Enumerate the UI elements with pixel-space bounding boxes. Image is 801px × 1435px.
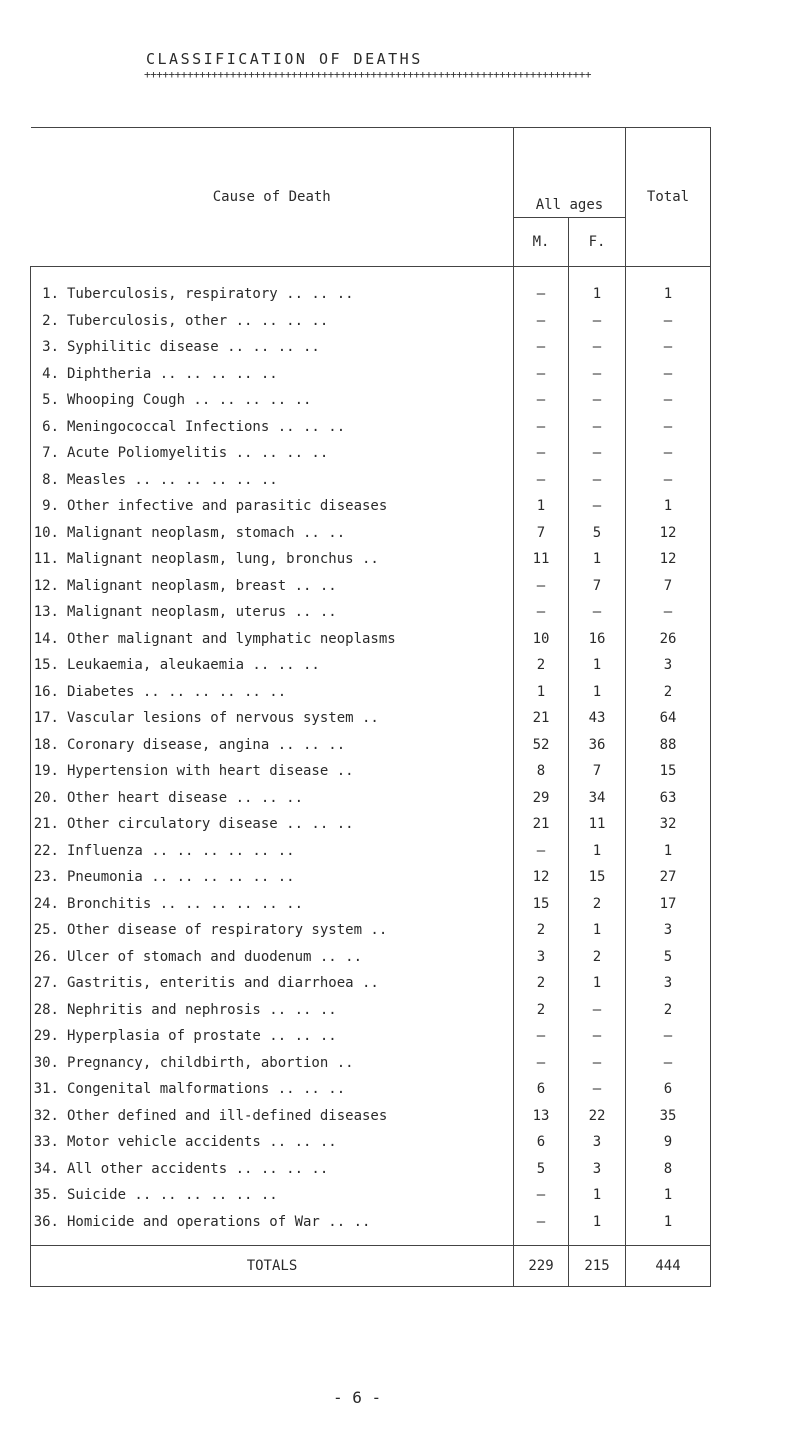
table-row bbox=[31, 997, 711, 1024]
male-count: – bbox=[514, 1023, 569, 1050]
table-row bbox=[31, 1182, 711, 1209]
total-count: 17 bbox=[626, 891, 711, 918]
table-row bbox=[31, 838, 711, 865]
male-count: 12 bbox=[514, 864, 569, 891]
cause-label: Motor vehicle accidents .. .. .. bbox=[67, 1134, 337, 1151]
row-number: 16. bbox=[33, 683, 59, 700]
female-count: 5 bbox=[569, 520, 626, 547]
female-count: 15 bbox=[569, 864, 626, 891]
row-number: 19. bbox=[33, 763, 59, 780]
cause-cell bbox=[31, 440, 514, 467]
page-number: - 6 - bbox=[333, 1388, 382, 1407]
female-count: 34 bbox=[569, 785, 626, 812]
cause-label: Pneumonia .. .. .. .. .. .. bbox=[67, 869, 295, 886]
row-number: 22. bbox=[33, 842, 59, 859]
female-count: 1 bbox=[569, 281, 626, 308]
row-number: 31. bbox=[33, 1081, 59, 1098]
total-count: – bbox=[626, 1050, 711, 1077]
female-count: 7 bbox=[569, 758, 626, 785]
male-count: 13 bbox=[514, 1103, 569, 1130]
cause-label: Hypertension with heart disease .. bbox=[67, 763, 354, 780]
table-row bbox=[31, 308, 711, 335]
male-count: 2 bbox=[514, 997, 569, 1024]
row-number: 32. bbox=[33, 1107, 59, 1124]
cause-label: Gastritis, enteritis and diarrhoea .. bbox=[67, 975, 379, 992]
cause-label: Other defined and ill-defined diseases bbox=[67, 1107, 388, 1124]
row-number: 30. bbox=[33, 1054, 59, 1071]
table-row bbox=[31, 758, 711, 785]
table-row bbox=[31, 1129, 711, 1156]
female-count: – bbox=[569, 414, 626, 441]
female-count: 22 bbox=[569, 1103, 626, 1130]
cause-cell bbox=[31, 546, 514, 573]
male-count: – bbox=[514, 1209, 569, 1236]
row-number: 7. bbox=[42, 445, 59, 462]
table-row bbox=[31, 864, 711, 891]
cause-label: Malignant neoplasm, breast .. .. bbox=[67, 577, 337, 594]
cause-label: Malignant neoplasm, uterus .. .. bbox=[67, 604, 337, 621]
table-row bbox=[31, 599, 711, 626]
row-number: 28. bbox=[33, 1001, 59, 1018]
table-row bbox=[31, 1103, 711, 1130]
female-count: 1 bbox=[569, 917, 626, 944]
total-count: 64 bbox=[626, 705, 711, 732]
row-number: 27. bbox=[33, 975, 59, 992]
row-number: 14. bbox=[33, 630, 59, 647]
female-count: – bbox=[569, 440, 626, 467]
female-count: 1 bbox=[569, 1209, 626, 1236]
cause-cell bbox=[31, 917, 514, 944]
table-row bbox=[31, 944, 711, 971]
table-row bbox=[31, 520, 711, 547]
row-number: 5. bbox=[42, 392, 59, 409]
total-count: – bbox=[626, 334, 711, 361]
cause-cell bbox=[31, 732, 514, 759]
male-count: 6 bbox=[514, 1076, 569, 1103]
male-count: – bbox=[514, 1050, 569, 1077]
cause-label: Other circulatory disease .. .. .. bbox=[67, 816, 354, 833]
table-row bbox=[31, 1023, 711, 1050]
cause-cell bbox=[31, 679, 514, 706]
total-count: 88 bbox=[626, 732, 711, 759]
row-number: 2. bbox=[42, 312, 59, 329]
table-row bbox=[31, 334, 711, 361]
cause-cell bbox=[31, 387, 514, 414]
male-count: 21 bbox=[514, 811, 569, 838]
cause-cell bbox=[31, 467, 514, 494]
cause-cell bbox=[31, 1076, 514, 1103]
female-count: 1 bbox=[569, 838, 626, 865]
cause-cell bbox=[31, 891, 514, 918]
cause-label: Diabetes .. .. .. .. .. .. bbox=[67, 683, 287, 700]
female-count: 7 bbox=[569, 573, 626, 600]
female-count: 2 bbox=[569, 891, 626, 918]
cause-label: Diphtheria .. .. .. .. .. bbox=[67, 365, 278, 382]
male-count: 21 bbox=[514, 705, 569, 732]
cause-label: Homicide and operations of War .. .. bbox=[67, 1213, 371, 1230]
cause-cell bbox=[31, 758, 514, 785]
female-count: – bbox=[569, 387, 626, 414]
male-count: – bbox=[514, 440, 569, 467]
male-count: – bbox=[514, 414, 569, 441]
table-row bbox=[31, 732, 711, 759]
male-count: – bbox=[514, 308, 569, 335]
total-count: 1 bbox=[626, 1182, 711, 1209]
row-number: 23. bbox=[33, 869, 59, 886]
male-count: 6 bbox=[514, 1129, 569, 1156]
cause-label: Hyperplasia of prostate .. .. .. bbox=[67, 1028, 337, 1045]
cause-cell bbox=[31, 520, 514, 547]
total-count: 12 bbox=[626, 520, 711, 547]
total-count: 32 bbox=[626, 811, 711, 838]
female-count: 43 bbox=[569, 705, 626, 732]
female-count: – bbox=[569, 599, 626, 626]
cause-label: Other disease of respiratory system .. bbox=[67, 922, 388, 939]
male-count: – bbox=[514, 334, 569, 361]
cause-label: Leukaemia, aleukaemia .. .. .. bbox=[67, 657, 320, 674]
female-count: – bbox=[569, 361, 626, 388]
male-count: 5 bbox=[514, 1156, 569, 1183]
cause-cell bbox=[31, 997, 514, 1024]
row-number: 11. bbox=[33, 551, 59, 568]
male-count: 2 bbox=[514, 917, 569, 944]
male-count: 8 bbox=[514, 758, 569, 785]
cause-cell bbox=[31, 970, 514, 997]
table-row bbox=[31, 414, 711, 441]
row-number: 21. bbox=[33, 816, 59, 833]
total-count: 12 bbox=[626, 546, 711, 573]
header-total: Total bbox=[626, 128, 711, 267]
female-count: 1 bbox=[569, 679, 626, 706]
cause-label: Other malignant and lymphatic neoplasms bbox=[67, 630, 396, 647]
male-count: – bbox=[514, 467, 569, 494]
total-count: – bbox=[626, 599, 711, 626]
row-number: 9. bbox=[42, 498, 59, 515]
header-cause: Cause of Death bbox=[31, 128, 514, 267]
row-number: 12. bbox=[33, 577, 59, 594]
female-count: 1 bbox=[569, 970, 626, 997]
male-count: 10 bbox=[514, 626, 569, 653]
table-row bbox=[31, 361, 711, 388]
table-row bbox=[31, 1076, 711, 1103]
cause-label: Whooping Cough .. .. .. .. .. bbox=[67, 392, 312, 409]
cause-cell bbox=[31, 414, 514, 441]
cause-label: Meningococcal Infections .. .. .. bbox=[67, 418, 346, 435]
total-count: – bbox=[626, 467, 711, 494]
total-count: 3 bbox=[626, 652, 711, 679]
female-count: 2 bbox=[569, 944, 626, 971]
male-count: – bbox=[514, 387, 569, 414]
male-count: 52 bbox=[514, 732, 569, 759]
row-number: 24. bbox=[33, 895, 59, 912]
cause-cell bbox=[31, 785, 514, 812]
total-count: 3 bbox=[626, 970, 711, 997]
cause-cell bbox=[31, 944, 514, 971]
table-row bbox=[31, 626, 711, 653]
row-number: 17. bbox=[33, 710, 59, 727]
total-count: 27 bbox=[626, 864, 711, 891]
male-count: 2 bbox=[514, 652, 569, 679]
cause-cell bbox=[31, 281, 514, 308]
male-count: 1 bbox=[514, 493, 569, 520]
cause-label: Other infective and parasitic diseases bbox=[67, 498, 388, 515]
female-count: 16 bbox=[569, 626, 626, 653]
cause-label: All other accidents .. .. .. .. bbox=[67, 1160, 329, 1177]
total-count: – bbox=[626, 361, 711, 388]
table-row bbox=[31, 970, 711, 997]
cause-cell bbox=[31, 1023, 514, 1050]
row-number: 10. bbox=[33, 524, 59, 541]
row-number: 34. bbox=[33, 1160, 59, 1177]
row-number: 4. bbox=[42, 365, 59, 382]
table-row bbox=[31, 917, 711, 944]
row-number: 18. bbox=[33, 736, 59, 753]
female-count: 3 bbox=[569, 1129, 626, 1156]
totals-total: 444 bbox=[626, 1246, 711, 1287]
cause-label: Syphilitic disease .. .. .. .. bbox=[67, 339, 320, 356]
female-count: – bbox=[569, 334, 626, 361]
female-count: – bbox=[569, 308, 626, 335]
header-female: F. bbox=[569, 217, 626, 266]
female-count: – bbox=[569, 493, 626, 520]
male-count: 1 bbox=[514, 679, 569, 706]
female-count: – bbox=[569, 1050, 626, 1077]
row-number: 25. bbox=[33, 922, 59, 939]
male-count: – bbox=[514, 1182, 569, 1209]
total-count: 6 bbox=[626, 1076, 711, 1103]
cause-cell bbox=[31, 308, 514, 335]
row-number: 20. bbox=[33, 789, 59, 806]
cause-label: Malignant neoplasm, lung, bronchus .. bbox=[67, 551, 379, 568]
table-row bbox=[31, 785, 711, 812]
total-count: 5 bbox=[626, 944, 711, 971]
total-count: – bbox=[626, 308, 711, 335]
row-number: 8. bbox=[42, 471, 59, 488]
cause-label: Pregnancy, childbirth, abortion .. bbox=[67, 1054, 354, 1071]
row-number: 15. bbox=[33, 657, 59, 674]
total-count: 7 bbox=[626, 573, 711, 600]
male-count: – bbox=[514, 281, 569, 308]
header-all-ages: All ages bbox=[514, 128, 626, 218]
table-row bbox=[31, 387, 711, 414]
table-row bbox=[31, 705, 711, 732]
total-count: 35 bbox=[626, 1103, 711, 1130]
cause-cell bbox=[31, 626, 514, 653]
total-count: 2 bbox=[626, 997, 711, 1024]
cause-cell bbox=[31, 334, 514, 361]
total-count: – bbox=[626, 414, 711, 441]
table-row bbox=[31, 440, 711, 467]
cause-label: Suicide .. .. .. .. .. .. bbox=[67, 1187, 278, 1204]
title-underline: +++++++++++++++++++++++++++++++++++++++++++++++++++++++++++++++++++++++++ bbox=[144, 70, 591, 80]
female-count: – bbox=[569, 1023, 626, 1050]
table-row bbox=[31, 281, 711, 308]
cause-label: Acute Poliomyelitis .. .. .. .. bbox=[67, 445, 329, 462]
row-number: 26. bbox=[33, 948, 59, 965]
female-count: 1 bbox=[569, 546, 626, 573]
row-number: 1. bbox=[42, 286, 59, 303]
cause-label: Ulcer of stomach and duodenum .. .. bbox=[67, 948, 363, 965]
page-title: CLASSIFICATION OF DEATHS bbox=[146, 50, 423, 68]
cause-cell bbox=[31, 573, 514, 600]
cause-cell bbox=[31, 811, 514, 838]
table-row bbox=[31, 467, 711, 494]
totals-label: TOTALS bbox=[31, 1246, 514, 1287]
cause-label: Influenza .. .. .. .. .. .. bbox=[67, 842, 295, 859]
row-number: 35. bbox=[33, 1187, 59, 1204]
table-row bbox=[31, 573, 711, 600]
row-number: 29. bbox=[33, 1028, 59, 1045]
male-count: – bbox=[514, 573, 569, 600]
male-count: 3 bbox=[514, 944, 569, 971]
cause-cell bbox=[31, 1209, 514, 1236]
cause-label: Other heart disease .. .. .. bbox=[67, 789, 304, 806]
total-count: 15 bbox=[626, 758, 711, 785]
table-row bbox=[31, 1209, 711, 1236]
totals-male: 229 bbox=[514, 1246, 569, 1287]
totals-female: 215 bbox=[569, 1246, 626, 1287]
total-count: – bbox=[626, 1023, 711, 1050]
cause-label: Bronchitis .. .. .. .. .. .. bbox=[67, 895, 304, 912]
male-count: – bbox=[514, 838, 569, 865]
cause-cell bbox=[31, 1182, 514, 1209]
total-count: 2 bbox=[626, 679, 711, 706]
totals-row bbox=[31, 1246, 711, 1287]
male-count: 15 bbox=[514, 891, 569, 918]
cause-cell bbox=[31, 361, 514, 388]
row-number: 33. bbox=[33, 1134, 59, 1151]
cause-label: Tuberculosis, other .. .. .. .. bbox=[67, 312, 329, 329]
male-count: 7 bbox=[514, 520, 569, 547]
female-count: – bbox=[569, 467, 626, 494]
cause-cell bbox=[31, 838, 514, 865]
total-count: 8 bbox=[626, 1156, 711, 1183]
table-row bbox=[31, 493, 711, 520]
table-row bbox=[31, 891, 711, 918]
female-count: 36 bbox=[569, 732, 626, 759]
cause-label: Vascular lesions of nervous system .. bbox=[67, 710, 379, 727]
total-count: – bbox=[626, 440, 711, 467]
table-row bbox=[31, 679, 711, 706]
male-count: – bbox=[514, 361, 569, 388]
table-body bbox=[31, 267, 711, 1246]
cause-cell bbox=[31, 1103, 514, 1130]
table-row bbox=[31, 652, 711, 679]
cause-label: Measles .. .. .. .. .. .. bbox=[67, 471, 278, 488]
table-row bbox=[31, 811, 711, 838]
total-count: 1 bbox=[626, 493, 711, 520]
total-count: 1 bbox=[626, 281, 711, 308]
row-number: 6. bbox=[42, 418, 59, 435]
female-count: 1 bbox=[569, 652, 626, 679]
cause-label: Malignant neoplasm, stomach .. .. bbox=[67, 524, 346, 541]
deaths-table bbox=[30, 127, 711, 1287]
cause-cell bbox=[31, 1156, 514, 1183]
row-number: 13. bbox=[33, 604, 59, 621]
male-count: 2 bbox=[514, 970, 569, 997]
female-count: 3 bbox=[569, 1156, 626, 1183]
female-count: – bbox=[569, 1076, 626, 1103]
cause-cell bbox=[31, 1050, 514, 1077]
cause-cell bbox=[31, 599, 514, 626]
male-count: 29 bbox=[514, 785, 569, 812]
total-count: 9 bbox=[626, 1129, 711, 1156]
total-count: 1 bbox=[626, 838, 711, 865]
total-count: 3 bbox=[626, 917, 711, 944]
total-count: 1 bbox=[626, 1209, 711, 1236]
cause-cell bbox=[31, 652, 514, 679]
cause-cell bbox=[31, 864, 514, 891]
female-count: – bbox=[569, 997, 626, 1024]
table-row bbox=[31, 1050, 711, 1077]
cause-cell bbox=[31, 705, 514, 732]
cause-cell bbox=[31, 1129, 514, 1156]
row-number: 36. bbox=[33, 1213, 59, 1230]
table-row bbox=[31, 546, 711, 573]
total-count: 63 bbox=[626, 785, 711, 812]
cause-label: Congenital malformations .. .. .. bbox=[67, 1081, 346, 1098]
cause-cell bbox=[31, 493, 514, 520]
cause-label: Tuberculosis, respiratory .. .. .. bbox=[67, 286, 354, 303]
male-count: – bbox=[514, 599, 569, 626]
total-count: – bbox=[626, 387, 711, 414]
cause-label: Coronary disease, angina .. .. .. bbox=[67, 736, 346, 753]
total-count: 26 bbox=[626, 626, 711, 653]
female-count: 1 bbox=[569, 1182, 626, 1209]
header-male: M. bbox=[514, 217, 569, 266]
male-count: 11 bbox=[514, 546, 569, 573]
cause-label: Nephritis and nephrosis .. .. .. bbox=[67, 1001, 337, 1018]
row-number: 3. bbox=[42, 339, 59, 356]
female-count: 11 bbox=[569, 811, 626, 838]
table-row bbox=[31, 1156, 711, 1183]
